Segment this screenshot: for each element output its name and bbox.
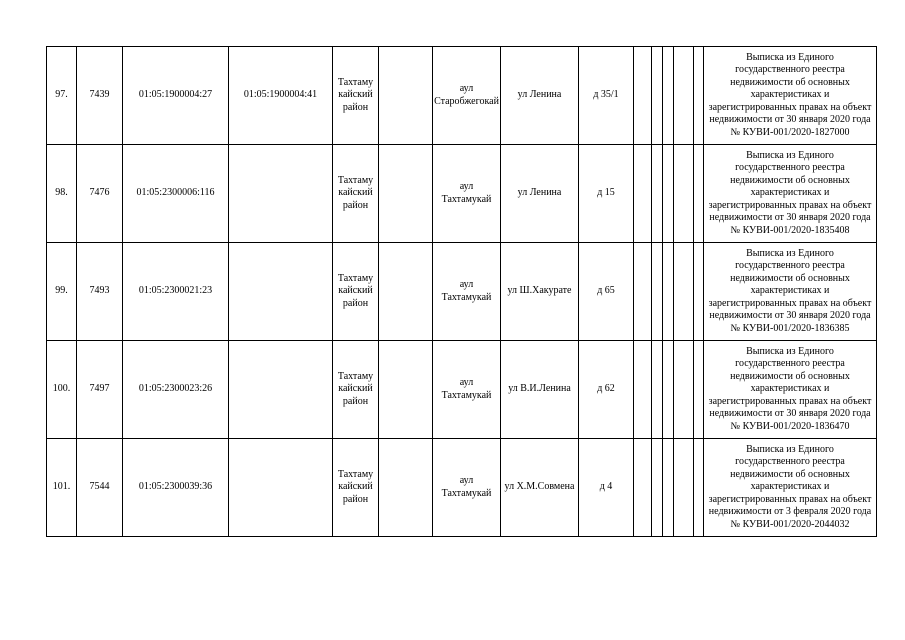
house-number: д 65 (579, 243, 634, 341)
cadastral-number: 01:05:1900004:27 (123, 47, 229, 145)
empty-cell (379, 439, 433, 537)
empty-cell (674, 439, 694, 537)
table-row (47, 47, 877, 145)
house-number: д 15 (579, 145, 634, 243)
empty-cell (652, 145, 663, 243)
empty-cell (652, 47, 663, 145)
registry-extract: Выписка из Единого государственного реестра недвижимости об основных характеристиках и зарегистрированных правах на объект недвижимости от 30 января 2020 года № КУВИ-001/2020-1835408 (704, 145, 877, 243)
empty-cell (652, 439, 663, 537)
empty-cell (663, 439, 674, 537)
object-id: 7497 (77, 341, 123, 439)
cadastral-number: 01:05:2300023:26 (123, 341, 229, 439)
row-number: 99. (47, 243, 77, 341)
object-id: 7493 (77, 243, 123, 341)
row-number: 101. (47, 439, 77, 537)
registry-table-body (47, 47, 877, 537)
empty-cell (634, 439, 652, 537)
parent-cadastral-number (229, 439, 333, 537)
street: ул Ленина (501, 47, 579, 145)
empty-cell (663, 47, 674, 145)
locality: аул Тахтамукай (433, 439, 501, 537)
empty-cell (634, 47, 652, 145)
street: ул В.И.Ленина (501, 341, 579, 439)
object-id: 7476 (77, 145, 123, 243)
region: Тахтамукайский район (333, 243, 379, 341)
parent-cadastral-number: 01:05:1900004:41 (229, 47, 333, 145)
house-number: д 4 (579, 439, 634, 537)
row-number: 98. (47, 145, 77, 243)
empty-cell (694, 145, 704, 243)
registry-extract: Выписка из Единого государственного реестра недвижимости об основных характеристиках и зарегистрированных правах на объект недвижимости от 30 января 2020 года № КУВИ-001/2020-1836385 (704, 243, 877, 341)
empty-cell (674, 145, 694, 243)
empty-cell (663, 341, 674, 439)
region: Тахтамукайский район (333, 145, 379, 243)
empty-cell (674, 47, 694, 145)
region: Тахтамукайский район (333, 47, 379, 145)
registry-table (46, 46, 877, 537)
empty-cell (379, 145, 433, 243)
empty-cell (694, 439, 704, 537)
empty-cell (674, 341, 694, 439)
locality: аул Старобжегокай (433, 47, 501, 145)
street: ул Ш.Хакурате (501, 243, 579, 341)
house-number: д 62 (579, 341, 634, 439)
house-number: д 35/1 (579, 47, 634, 145)
street: ул Х.М.Совмена (501, 439, 579, 537)
empty-cell (663, 145, 674, 243)
table-row (47, 341, 877, 439)
cadastral-number: 01:05:2300006:116 (123, 145, 229, 243)
registry-extract: Выписка из Единого государственного реестра недвижимости об основных характеристиках и зарегистрированных правах на объект недвижимости от 3 февраля 2020 года № КУВИ-001/2020-2044032 (704, 439, 877, 537)
locality: аул Тахтамукай (433, 145, 501, 243)
cadastral-number: 01:05:2300021:23 (123, 243, 229, 341)
registry-extract: Выписка из Единого государственного реестра недвижимости об основных характеристиках и зарегистрированных правах на объект недвижимости от 30 января 2020 года № КУВИ-001/2020-1827000 (704, 47, 877, 145)
empty-cell (379, 47, 433, 145)
locality: аул Тахтамукай (433, 243, 501, 341)
locality: аул Тахтамукай (433, 341, 501, 439)
cadastral-number: 01:05:2300039:36 (123, 439, 229, 537)
parent-cadastral-number (229, 243, 333, 341)
parent-cadastral-number (229, 341, 333, 439)
empty-cell (634, 145, 652, 243)
empty-cell (379, 341, 433, 439)
table-row (47, 145, 877, 243)
empty-cell (634, 341, 652, 439)
empty-cell (694, 47, 704, 145)
empty-cell (652, 341, 663, 439)
empty-cell (694, 341, 704, 439)
empty-cell (674, 243, 694, 341)
object-id: 7439 (77, 47, 123, 145)
empty-cell (694, 243, 704, 341)
row-number: 97. (47, 47, 77, 145)
registry-extract: Выписка из Единого государственного реестра недвижимости об основных характеристиках и зарегистрированных правах на объект недвижимости от 30 января 2020 года № КУВИ-001/2020-1836470 (704, 341, 877, 439)
empty-cell (634, 243, 652, 341)
empty-cell (663, 243, 674, 341)
object-id: 7544 (77, 439, 123, 537)
table-row (47, 243, 877, 341)
table-row (47, 439, 877, 537)
parent-cadastral-number (229, 145, 333, 243)
region: Тахтамукайский район (333, 439, 379, 537)
region: Тахтамукайский район (333, 341, 379, 439)
street: ул Ленина (501, 145, 579, 243)
empty-cell (379, 243, 433, 341)
row-number: 100. (47, 341, 77, 439)
empty-cell (652, 243, 663, 341)
